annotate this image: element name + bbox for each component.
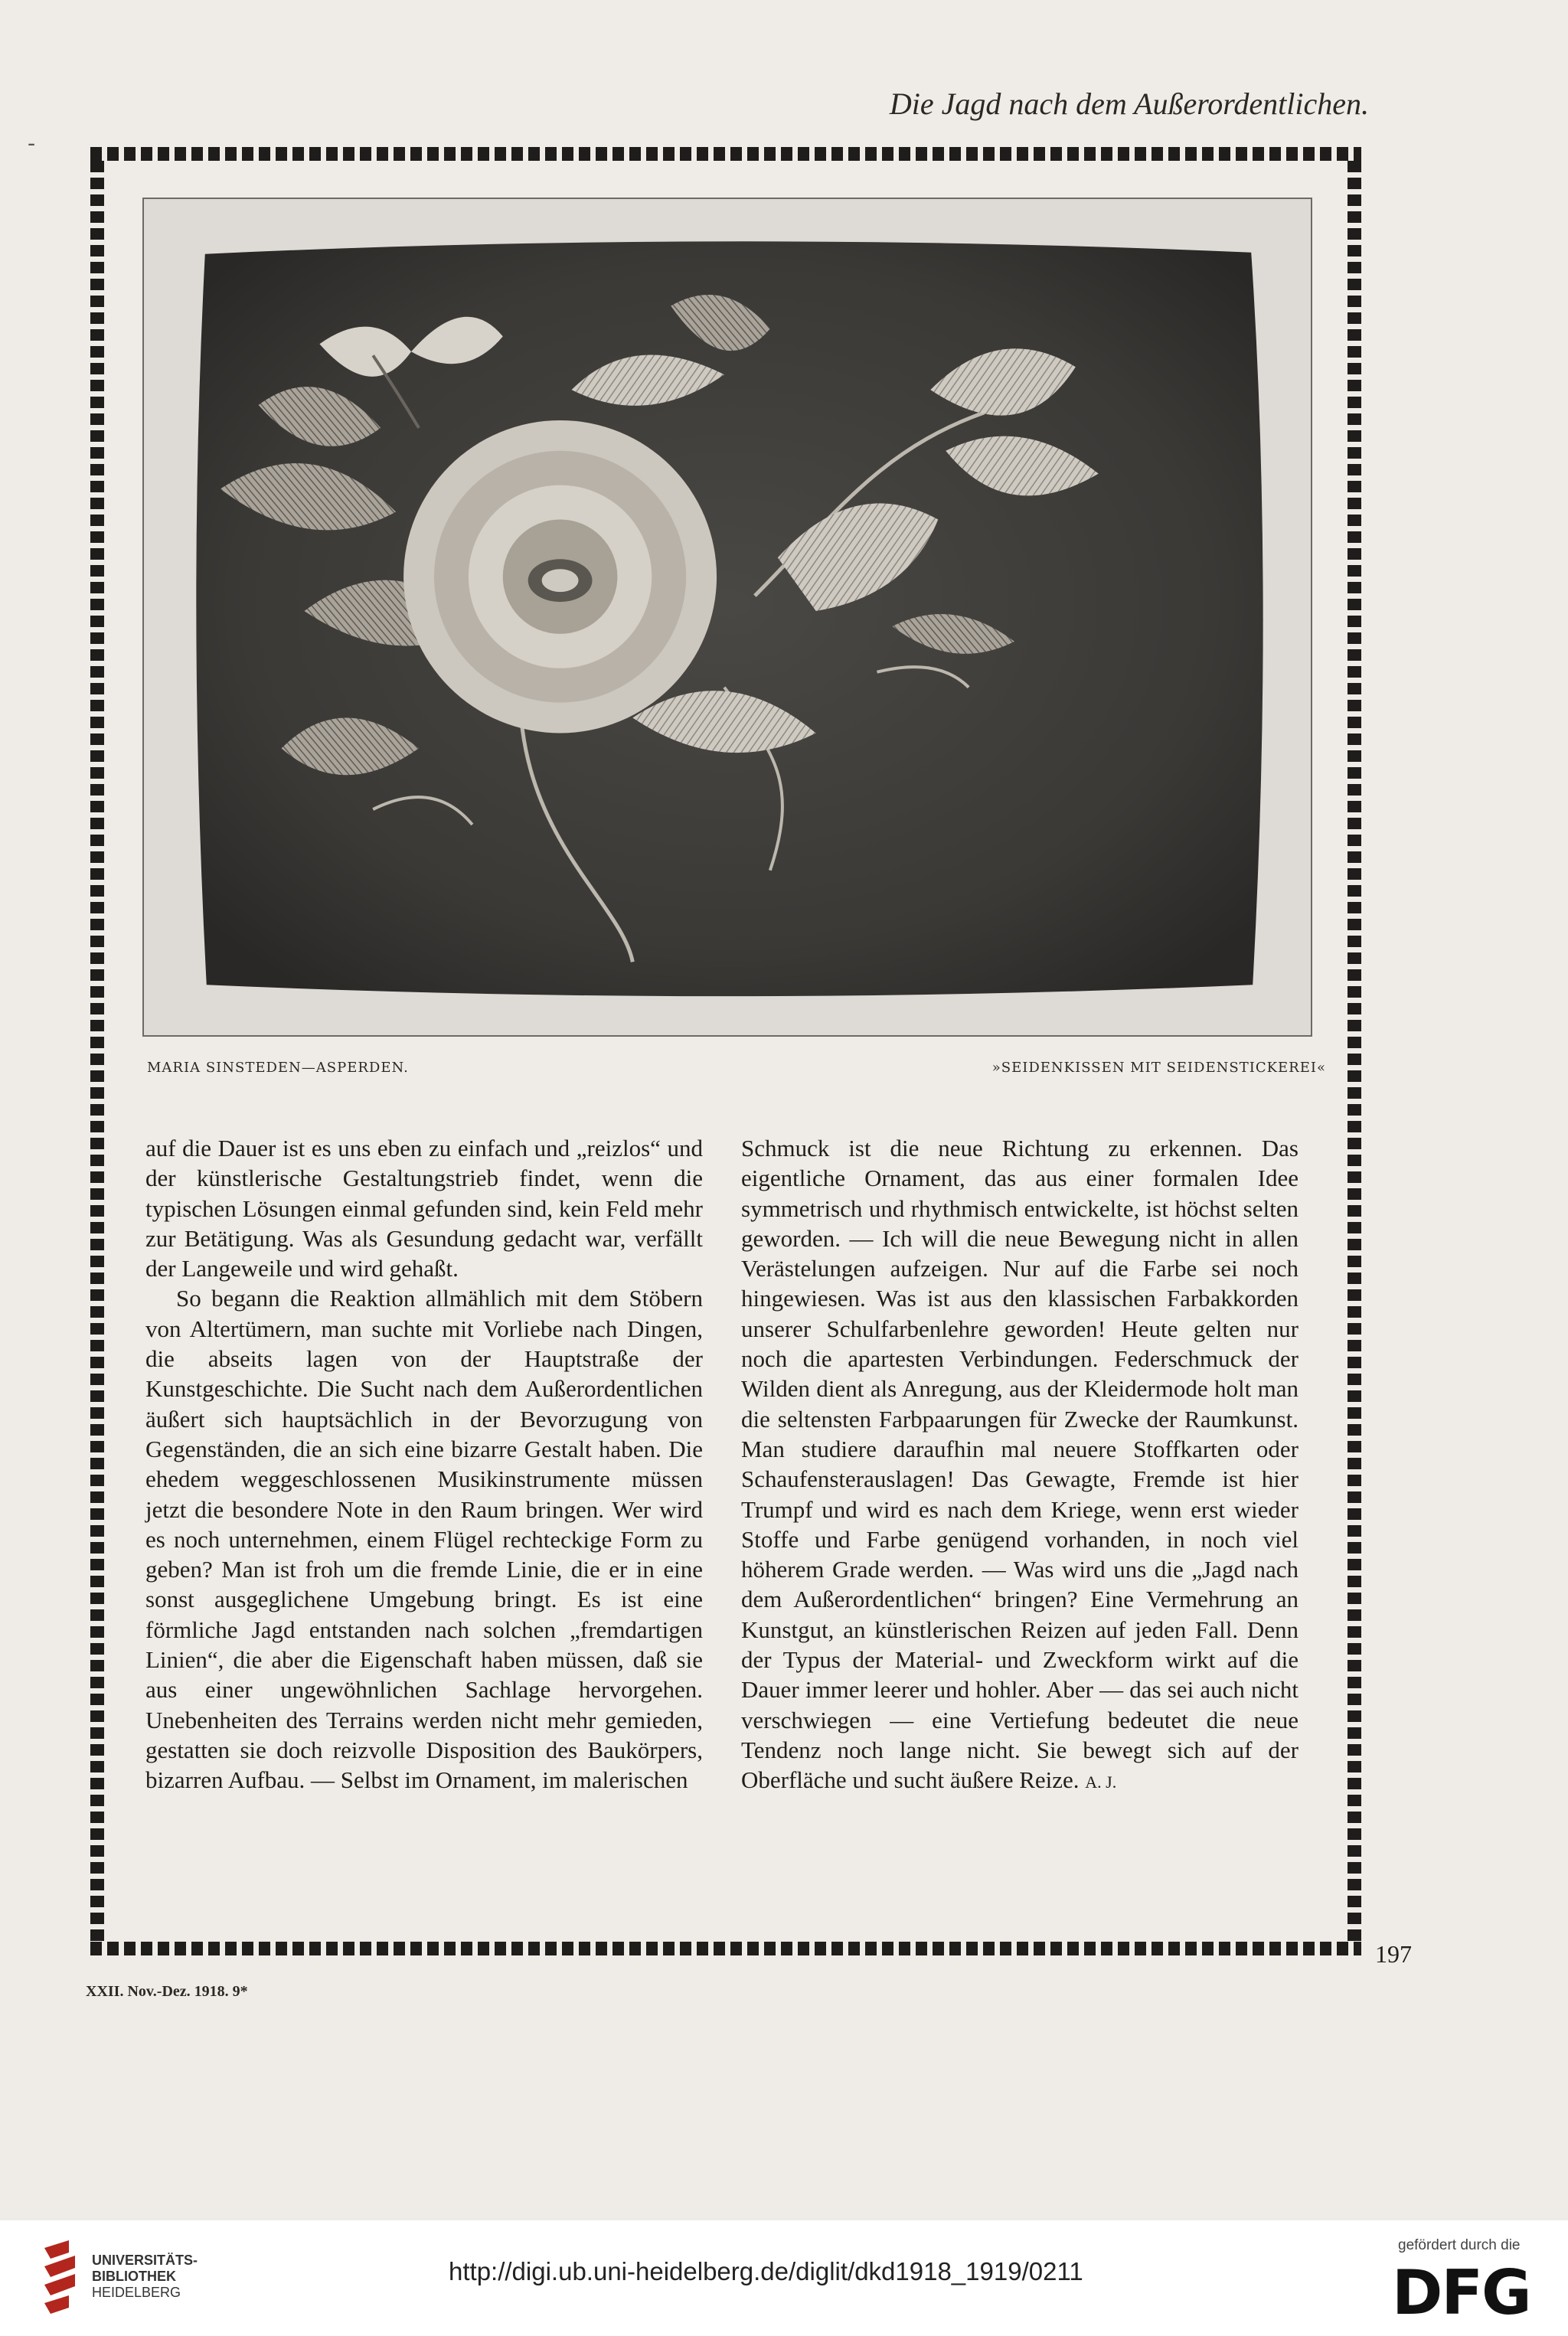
dfg-logo: DFG <box>1392 2257 1530 2328</box>
library-name <box>92 2253 198 2301</box>
footer-bar <box>0 2220 1568 2336</box>
paragraph: Schmuck ist die neue Richtung zu erkennen. Das eigentliche Ornament, das aus einer formalen Idee symmetrisch und rhythmisch entwickelte, ist höchst selten geworden. — Ich will die neue Bewegung nicht in allen Verästelungen aufzeigen. Nur auf die Farbe sei noch hingewiesen. Was ist aus den klassischen Farbakkorden unserer Schulfarbenlehre geworden! Heute gelten nur noch die apartesten Verbindungen. Federschmuck der Wilden dient als Anregung, aus der Kleidermode holt man die seltensten Farbpaarungen für Zwecke der Raumkunst. Man studiere daraufhin mal neuere Stoffkarten oder Schaufensterauslagen! Das Gewagte, Fremde ist hier Trumpf und wird es nach dem Kriege, wenn erst wieder Stoffe und Farbe genügend vorhanden, in noch viel höherem Grade werden. — Was wird uns die „Jagd nach dem Außerordentlichen“ bringen? Eine Vermehrung an Kunstgut, an künstlerischen Reizen auf jeden Fall. Denn der Typus der Material- und Zweckform wirkt auf die Dauer immer leerer und hohler. Aber — das sei auch nicht verschwiegen — eine Vertiefung bedeutet die neue Tendenz noch lange nicht. Sie bewegt sich auf der Oberfläche und sucht äußere Reize. <box>741 1135 1298 1794</box>
header-dash: - <box>28 130 36 157</box>
border-right <box>1348 161 1361 1942</box>
paragraph: So begann die Reaktion allmählich mit dem Stöbern von Altertümern, man suchte mit Vorliebe nach Dingen, die abseits lagen von der Hauptstraße der Kunstgeschichte. Die Sucht nach dem Außerordentlichen äußert sich hauptsächlich in der Bevorzugung von Gegenständen, die an sich eine bizarre Gestalt haben. Die ehedem weggeschlossenen Musikinstrumente müssen jetzt die besondere Note in den Raum bringen. Wer wird es noch unternehmen, einem Flügel rechteckige Form zu geben? Man ist froh um die fremde Linie, die er in eine sonst ausgeglichene Umgebung bringt. Es ist eine förmliche Jagd entstanden nach solchen „fremdartigen Linien“, die aber die Eigenschaft haben müssen, daß sie aus einer ungewöhnlichen Sachlage hervorgehen. Unebenheiten des Terrains werden nicht mehr gemieden, gestatten sie doch reizvolle Disposition des Baukörpers, bizarren Aufbau. — Selbst im Ornament, im malerischen <box>145 1285 703 1794</box>
embroidered-cushion-image <box>144 199 1311 1035</box>
border-bottom <box>90 1942 1361 1955</box>
permalink-url[interactable]: http://digi.ub.uni-heidelberg.de/diglit/dkd1918_1919/0211 <box>449 2257 1083 2285</box>
paragraph: auf die Dauer ist es uns eben zu einfach und „reizlos“ und der künstlerische Gestaltungstrieb findet, wenn die typischen Lösungen einmal gefunden sind, kein Feld mehr zur Betätigung. Was als Gesundung gedacht war, verfällt der Langeweile und wird gehaßt. <box>145 1135 703 1282</box>
library-line: BIBLIOTHEK <box>92 2269 176 2284</box>
funder-label: gefördert durch die <box>1398 2237 1521 2253</box>
author-signature: A. J. <box>1085 1772 1117 1792</box>
ub-heidelberg-logo-icon <box>38 2237 83 2317</box>
library-line: HEIDELBERG <box>92 2285 181 2300</box>
article-column-left <box>145 1133 703 1795</box>
library-line: UNIVERSITÄTS- <box>92 2253 198 2268</box>
cushion-photo <box>142 198 1312 1037</box>
running-title: Die Jagd nach dem Außerordentlichen. <box>889 87 1369 121</box>
issue-line: XXII. Nov.-Dez. 1918. 9* <box>86 1983 248 2000</box>
figure-caption-artist: MARIA SINSTEDEN—ASPERDEN. <box>147 1060 409 1076</box>
figure-caption-title: »SEIDENKISSEN MIT SEIDENSTICKEREI« <box>991 1060 1326 1076</box>
border-left <box>90 161 104 1942</box>
border-top <box>90 147 1361 161</box>
page-number: 197 <box>1375 1940 1412 1968</box>
article-column-right <box>741 1133 1298 1798</box>
